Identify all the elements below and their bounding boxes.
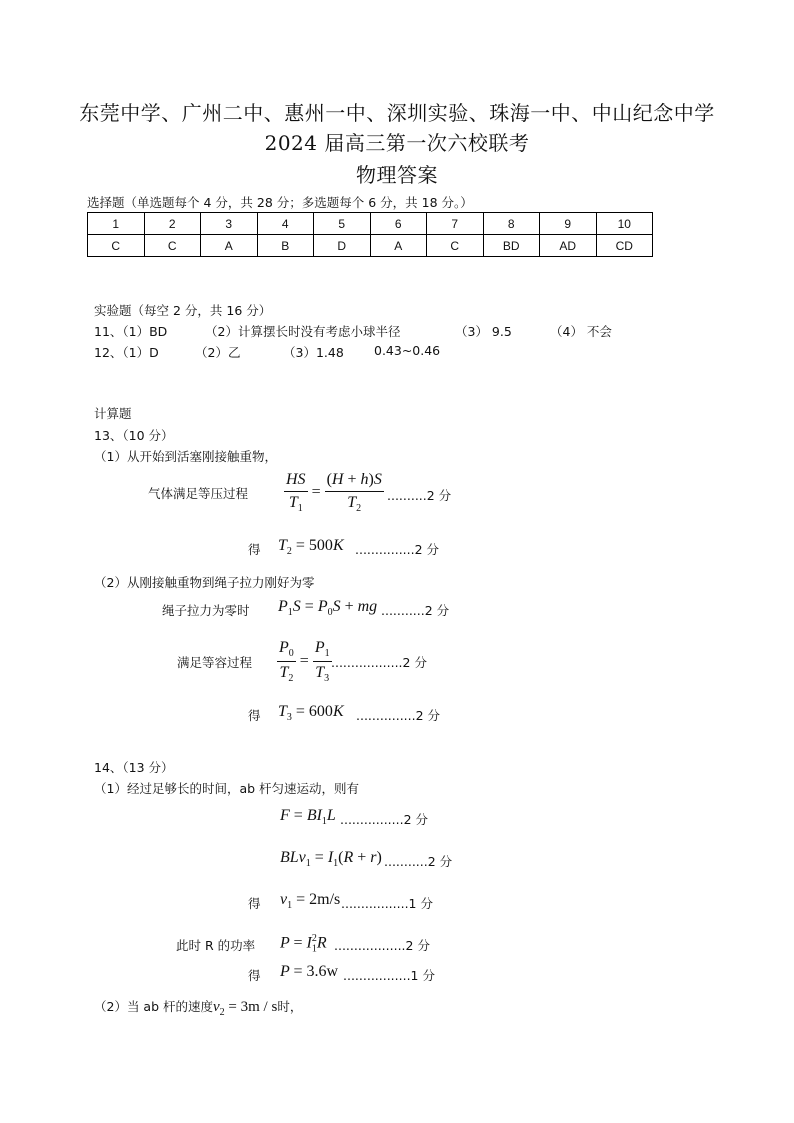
- experiment-heading: 实验题（每空 2 分，共 16 分）: [94, 303, 272, 318]
- q12-part3: （3）1.48: [283, 345, 344, 360]
- q13-eq2-label: 得: [248, 542, 261, 557]
- q11-part3: （3） 9.5: [455, 324, 512, 339]
- table-cell: 5: [314, 213, 371, 235]
- q14-eq3-points: .................1 分: [341, 896, 433, 911]
- q11-part4: （4） 不会: [550, 324, 612, 339]
- q13-eq5-label: 得: [248, 708, 261, 723]
- q14-eq2-points: ...........2 分: [384, 854, 453, 869]
- q14-eq4: $P = I_1^2R$: [280, 933, 327, 955]
- q13-eq5-points: ...............2 分: [356, 708, 441, 723]
- table-cell: A: [370, 235, 427, 257]
- q14-eq3-label: 得: [248, 896, 261, 911]
- title-exam: 2024 届高三第一次六校联考: [264, 131, 530, 155]
- fraction: $\frac{P_0}{T_2}$: [279, 639, 294, 685]
- q14-part1: （1）经过足够长的时间，ab 杆匀速运动，则有: [94, 781, 360, 796]
- q13-eq4: $\frac{P_0}{T_2}$ = $\frac{P_1}{T_3}$: [279, 639, 330, 685]
- answer-table-answers-row: [88, 235, 653, 257]
- table-cell: 2: [144, 213, 201, 235]
- table-cell: 4: [257, 213, 314, 235]
- table-cell: 3: [201, 213, 258, 235]
- table-cell: AD: [540, 235, 597, 257]
- table-cell: B: [257, 235, 314, 257]
- q14-part2-pre: （2）当 ab 杆的速度: [94, 999, 213, 1014]
- q14-part2-formula: $v_2 = 3m / s$: [213, 999, 278, 1018]
- q11-part2: （2）计算摆长时没有考虑小球半径: [205, 324, 401, 339]
- table-cell: 8: [483, 213, 540, 235]
- choice-heading: 选择题（单选题每个 4 分，共 28 分；多选题每个 6 分，共 18 分。）: [87, 195, 473, 210]
- q12-part1: 12、（1）D: [94, 345, 159, 360]
- title-schools: 东莞中学、广州二中、惠州一中、深圳实验、珠海一中、中山纪念中学: [79, 101, 715, 125]
- q14-eq2: $BLv_1 = I_1(R + r)$: [280, 849, 382, 870]
- table-cell: C: [427, 235, 484, 257]
- calc-heading: 计算题: [94, 406, 132, 421]
- q12-part2: （2）乙: [195, 345, 241, 360]
- title-subject: 物理答案: [356, 163, 438, 187]
- q13-eq4-label: 满足等容过程: [177, 655, 253, 670]
- q13-eq3: $P_1S = P_0S$ + mg: [278, 598, 378, 619]
- q14-eq1: $F = BI_1L$: [280, 807, 336, 828]
- answer-table: [87, 212, 653, 257]
- q12-part4: 0.43~0.46: [374, 343, 441, 358]
- q14-eq1-points: ................2 分: [340, 812, 429, 827]
- q14-eq3: $v_1 = 2m/s$: [280, 891, 341, 912]
- fraction: $\frac{P_1}{T_3}$: [314, 639, 330, 685]
- table-cell: C: [144, 235, 201, 257]
- q13-eq2-points: ...............2 分: [355, 542, 440, 557]
- table-cell: 7: [427, 213, 484, 235]
- q13-eq1-points: ..........2 分: [387, 488, 452, 503]
- table-cell: CD: [596, 235, 653, 257]
- q14-eq5-points: .................1 分: [343, 968, 435, 983]
- q13-eq1-label: 气体满足等压过程: [148, 486, 249, 501]
- q13-part2: （2）从刚接触重物到绳子拉力刚好为零: [94, 575, 315, 590]
- q13-eq5: $T_3 = 600K$: [278, 703, 344, 724]
- table-cell: 6: [370, 213, 427, 235]
- q14-eq5-label: 得: [248, 968, 261, 983]
- q14-part2: [94, 997, 302, 1018]
- q14-eq4-label: 此时 R 的功率: [176, 938, 256, 953]
- q13-part1: （1）从开始到活塞刚接触重物，: [94, 449, 277, 464]
- q11-part1: 11、（1）BD: [94, 324, 168, 339]
- q14-part2-post: 时，: [277, 999, 303, 1014]
- table-cell: 1: [88, 213, 145, 235]
- q13-eq1: $\frac{HS}{T_1}$ = $\frac{(H + h)S}{T_2}$: [286, 471, 382, 515]
- fraction: $\frac{(H + h)S}{T_2}$: [326, 471, 382, 515]
- table-cell: A: [201, 235, 258, 257]
- q13-eq3-label: 绳子拉力为零时: [162, 603, 250, 618]
- q13-header: 13、（10 分）: [94, 428, 174, 443]
- fraction: $\frac{HS}{T_1}$: [286, 471, 306, 515]
- q13-eq3-points: ...........2 分: [381, 603, 450, 618]
- q13-eq4-points: ..................2 分: [331, 655, 427, 670]
- table-cell: BD: [483, 235, 540, 257]
- table-cell: C: [88, 235, 145, 257]
- table-cell: 10: [596, 213, 653, 235]
- q13-eq2: $T_2 = 500K$: [278, 537, 344, 558]
- table-cell: 9: [540, 213, 597, 235]
- q14-eq5: P = 3.6w: [280, 963, 339, 980]
- table-cell: D: [314, 235, 371, 257]
- q14-eq4-points: ..................2 分: [334, 938, 430, 953]
- answer-table-numbers-row: [88, 213, 653, 235]
- q14-header: 14、（13 分）: [94, 760, 174, 775]
